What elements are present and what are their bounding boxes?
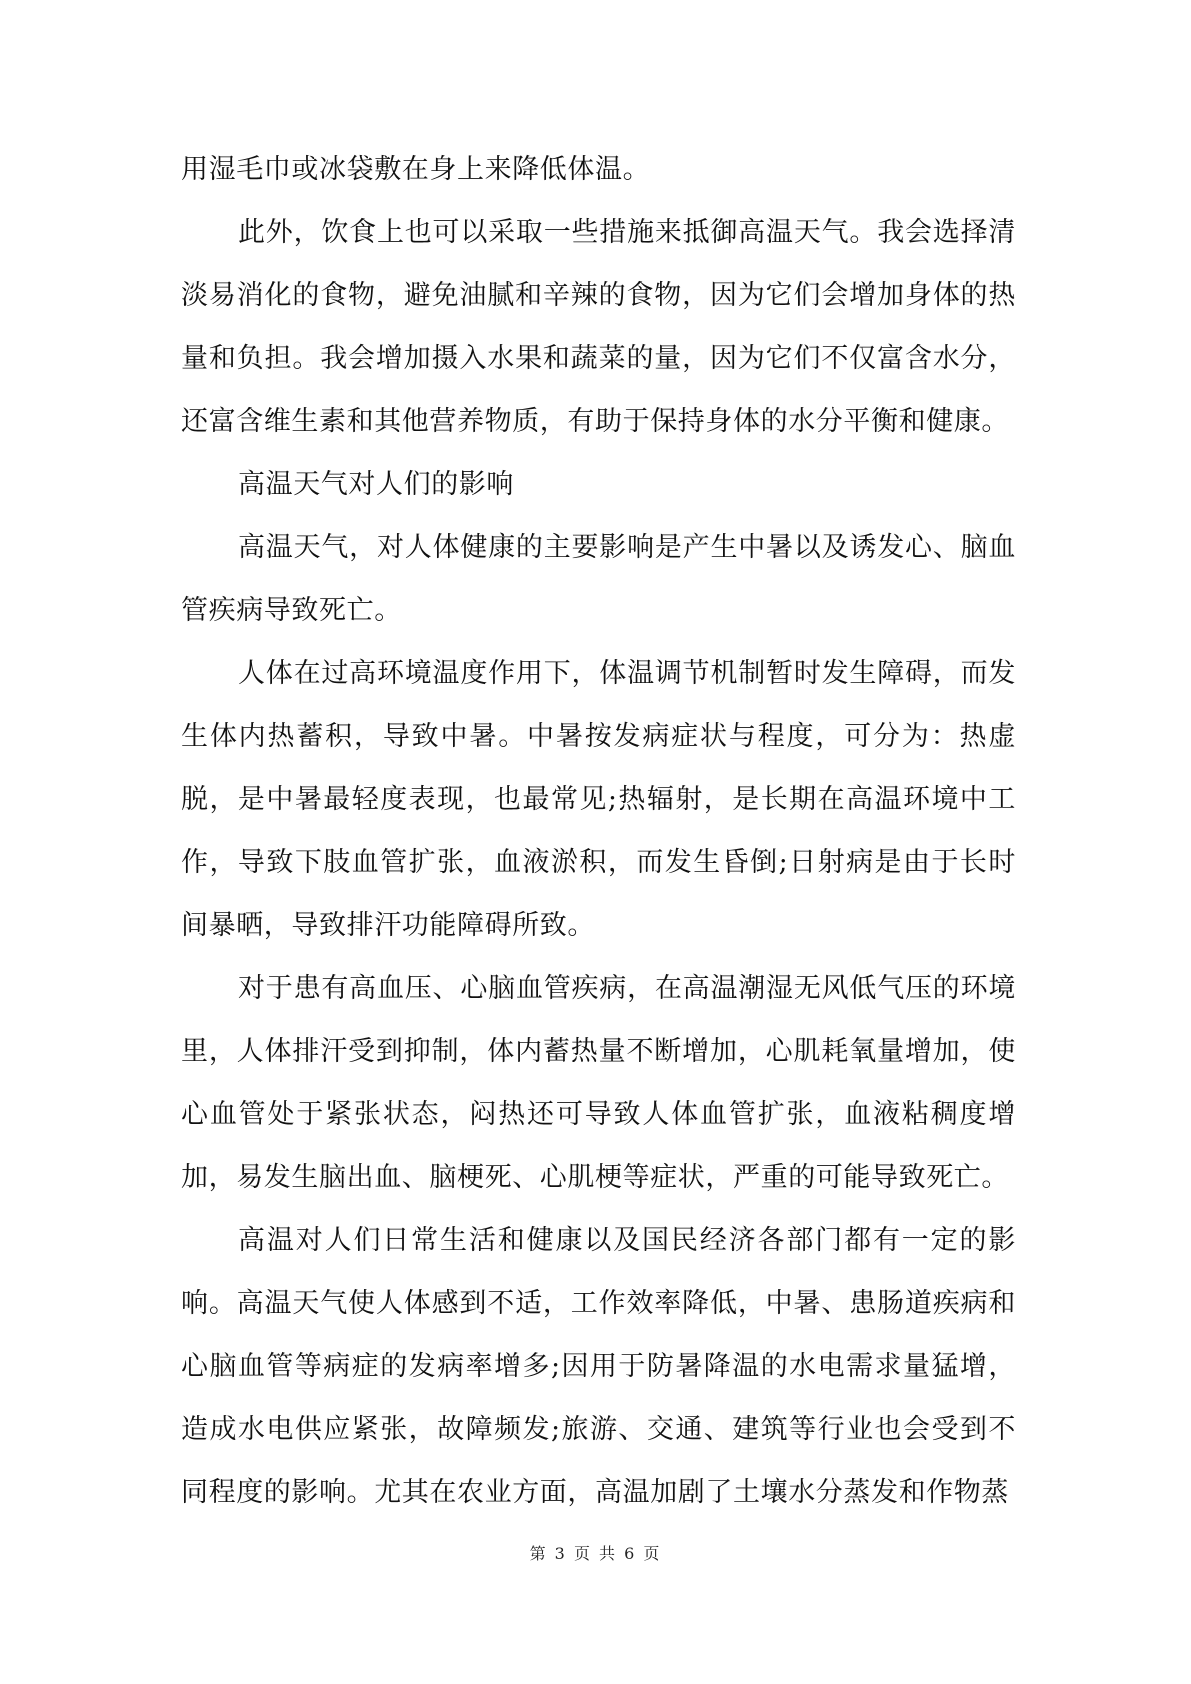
paragraph: 高温天气，对人体健康的主要影响是产生中暑以及诱发心、脑血管疾病导致死亡。 — [181, 532, 1016, 626]
section-heading: 高温天气对人们的影响 — [238, 469, 514, 500]
paragraph: 高温对人们日常生活和健康以及国民经济各部门都有一定的影响。高温天气使人体感到不适，工作效率降低，中暑、患肠道疾病和心脑血管等病症的发病率增多;因用于防暑降温的水电需求量猛增，造成水电供应紧张，故障频发;旅游、交通、建筑等行业也会受到不同程度的影响。尤其在农业方面，高温加剧了土壤水分蒸发和作物蒸 — [181, 1225, 1016, 1508]
page-number-footer: 第 3 页 共 6 页 — [529, 1544, 662, 1563]
document-body — [181, 138, 1016, 1524]
paragraph: 人体在过高环境温度作用下，体温调节机制暂时发生障碍，而发生体内热蓄积，导致中暑。中暑按发病症状与程度，可分为：热虚脱，是中暑最轻度表现，也最常见;热辐射，是长期在高温环境中工作，导致下肢血管扩张，血液淤积，而发生昏倒;日射病是由于长时间暴晒，导致排汗功能障碍所致。 — [181, 658, 1016, 941]
paragraph: 用湿毛巾或冰袋敷在身上来降低体温。 — [181, 154, 651, 185]
paragraph: 此外，饮食上也可以采取一些措施来抵御高温天气。我会选择清淡易消化的食物，避免油腻和辛辣的食物，因为它们会增加身体的热量和负担。我会增加摄入水果和蔬菜的量，因为它们不仅富含水分，还富含维生素和其他营养物质，有助于保持身体的水分平衡和健康。 — [181, 217, 1016, 437]
paragraph: 对于患有高血压、心脑血管疾病，在高温潮湿无风低气压的环境里，人体排汗受到抑制，体内蓄热量不断增加，心肌耗氧量增加，使心血管处于紧张状态，闷热还可导致人体血管扩张，血液粘稠度增加，易发生脑出血、脑梗死、心肌梗等症状，严重的可能导致死亡。 — [181, 973, 1016, 1193]
